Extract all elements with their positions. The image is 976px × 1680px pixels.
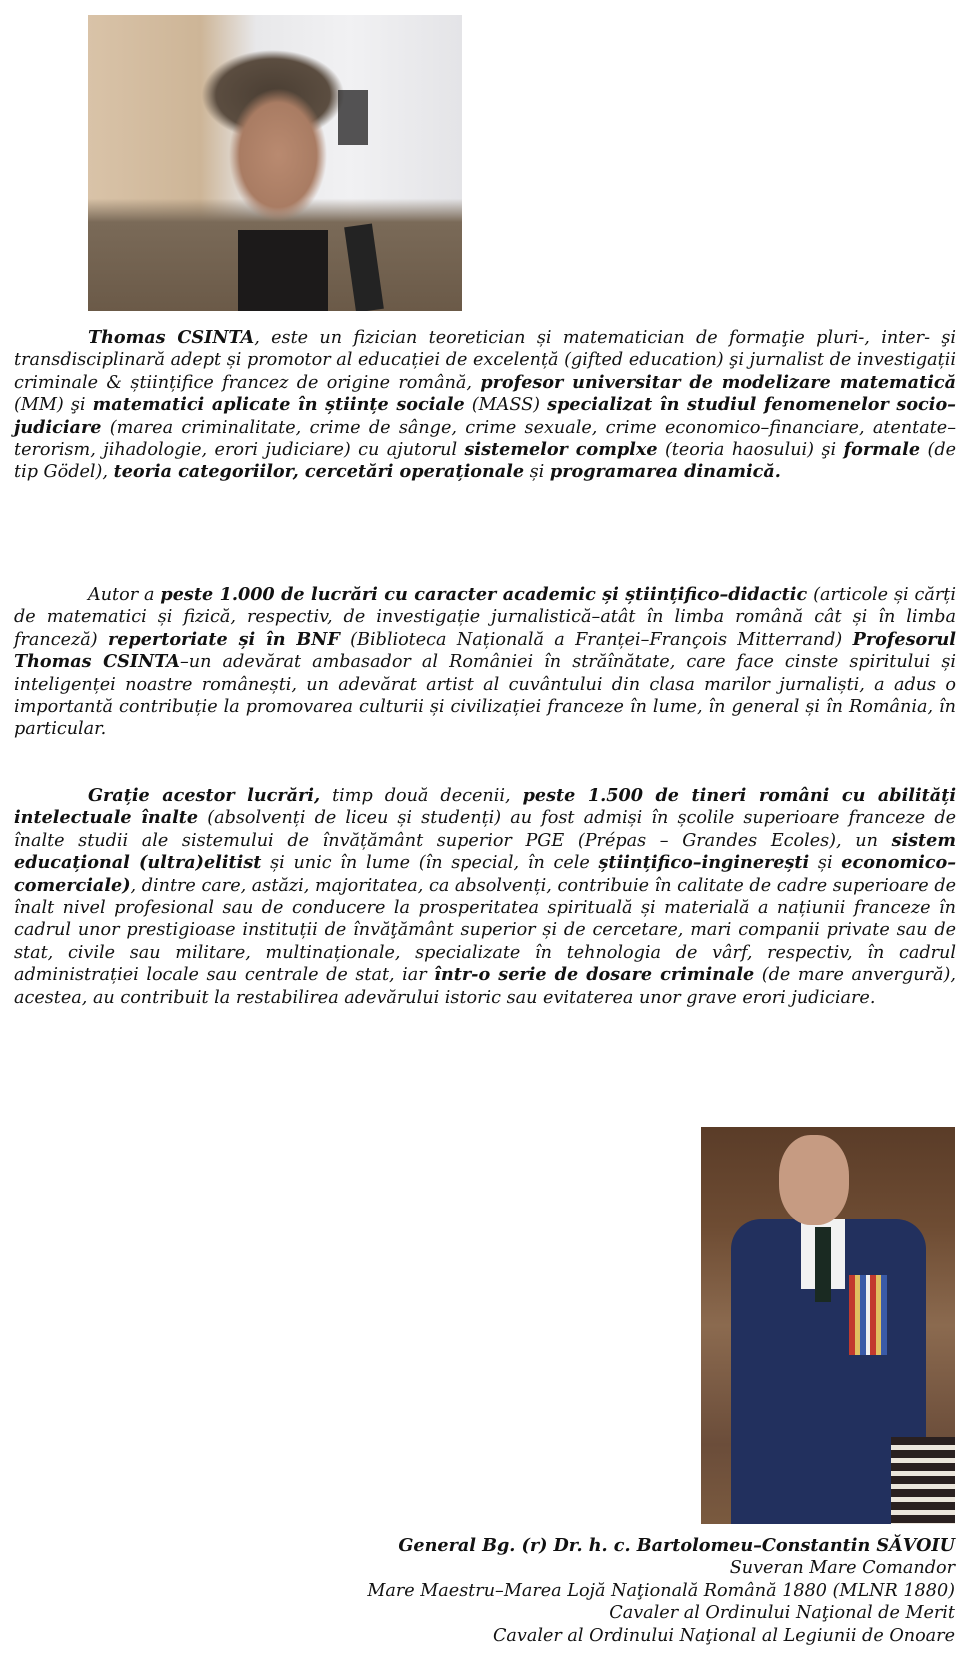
paragraph-text [14, 584, 956, 741]
signatory-title: Cavaler al Ordinului Naţional al Legiunii de Onoare [492, 1625, 955, 1646]
shirt [238, 230, 328, 311]
emphasized-text: repertoriate și în BNF [107, 628, 340, 650]
medals [849, 1275, 887, 1355]
body-text: Autor a [88, 585, 161, 605]
body-text: (marea criminalitate, crime de sânge, crime sexuale, crime economico–financiare, atentate–terorism, jihadologie, erori judiciare) cu ajutorul [14, 417, 956, 461]
emphasized-text: specializat în studiul fenomenelor socio–judiciare [14, 394, 956, 438]
biography-paragraph-2 [14, 584, 956, 741]
biography-paragraph-1 [14, 327, 956, 484]
body-text: , dintre care, astăzi, majoritatea, ca absolvenți, contribuie în calitate de cadre superioare de înalt nivel profesional sau de conducere la prosperitatea spirituală și materială a națiunii franceze în cadrul unor prestigioase instituții de învăţământ superior și de cercetare, mari companii private sau de stat, civile sau militare, multinaționale, specializate în tehnologia de vârf, respectiv, în cadrul administrației locale sau centrale de stat, iar [14, 875, 956, 986]
signatory-title: Mare Maestru–Marea Lojă Naţională Română 1880 (MLNR 1880) [367, 1580, 955, 1601]
paragraph-text [14, 785, 956, 1009]
signature-block [367, 1535, 955, 1647]
emphasized-text: sistemelor complxe [464, 439, 658, 461]
emphasized-text: teoria categoriilor, cercetări operaționale [113, 461, 525, 483]
body-text: (Biblioteca Națională a Franței–François Mitterrand) [339, 629, 853, 650]
emphasized-text: peste 1.000 de lucrări cu caracter academic și științifico–didactic [160, 584, 808, 605]
body-text: (MM) şi [14, 395, 93, 416]
body-text: (de mare anvergură), acestea, au contribuit la restabilirea adevărului istoric sau evitaterea unor grave erori judiciare. [14, 965, 956, 1008]
body-text: –un adevărat ambasador al României în străînătate, care face cinste spiritului și inteligenței noastre românești, un adevărat artist al cuvântului din clasa marilor jurnaliști, a adus o importantă contribuție la promovarea culturii și civilizației franceze în lume, în general și în România, în particular. [14, 652, 956, 740]
signatory-title: Suveran Mare Comandor [729, 1558, 955, 1579]
body-text: , este un fizician teoretician și matematician de formaţie pluri-, inter- şi transdisciplinară adept și promotor al educației de excelență (gifted education) şi jurnalist de investigații criminale & științifice francez de origine română, [14, 328, 956, 393]
body-text: (absolvenți de liceu și studenți) au fost admiși în școlile superioare franceze de înalte studii ale sistemului de învățământ superior PGE (Prépas – Grandes Ecoles), un [14, 808, 956, 851]
background-figures [338, 90, 368, 145]
body-text: (articole și cărți de matematici și fizică, respectiv, de investigație jurnalistică–atât în limba română cât și în limba franceză) [14, 585, 956, 650]
portrait-photo [88, 15, 462, 311]
emphasized-text: științifico–inginerești [598, 852, 810, 874]
body-text: și [809, 853, 842, 874]
book-stack [891, 1437, 955, 1524]
bag-strap [344, 223, 384, 311]
face [779, 1135, 849, 1225]
signatory-name: General Bg. (r) Dr. h. c. Bartolomeu–Constantin SĂVOIU [398, 1535, 955, 1556]
emphasized-text: Grație acestor lucrări, [88, 785, 321, 806]
emphasized-text: economico–comerciale) [14, 852, 956, 896]
emphasized-text: profesor universitar de modelizare matematică [480, 371, 956, 393]
emphasized-text: Profesorul Thomas CSINTA [14, 628, 956, 673]
body-text: (teoria haosului) şi [657, 440, 844, 461]
signatory-title: Cavaler al Ordinului Naţional de Merit [609, 1603, 955, 1624]
emphasized-text: sistem educațional (ultra)elitist [14, 829, 956, 874]
body-text: timp două decenii, [320, 786, 523, 806]
emphasized-text: într-o serie de dosare criminale [434, 964, 755, 986]
emphasized-text: Thomas CSINTA [88, 327, 255, 348]
body-text: (MASS) [464, 395, 548, 416]
body-text: (de tip Gödel), [14, 440, 956, 483]
biography-paragraph-3 [14, 785, 956, 1009]
general-photo [701, 1127, 955, 1524]
emphasized-text: peste 1.500 de tineri români cu abilități intelectuale înalte [14, 785, 956, 829]
emphasized-text: matematici aplicate în științe sociale [92, 394, 465, 416]
emphasized-text: formale [843, 439, 921, 461]
emphasized-text: programarea dinamică. [549, 461, 781, 483]
paragraph-text [14, 327, 956, 484]
body-text: și [524, 462, 550, 483]
body-text: și unic în lume (în special, în cele [261, 853, 599, 874]
tie [815, 1227, 831, 1302]
